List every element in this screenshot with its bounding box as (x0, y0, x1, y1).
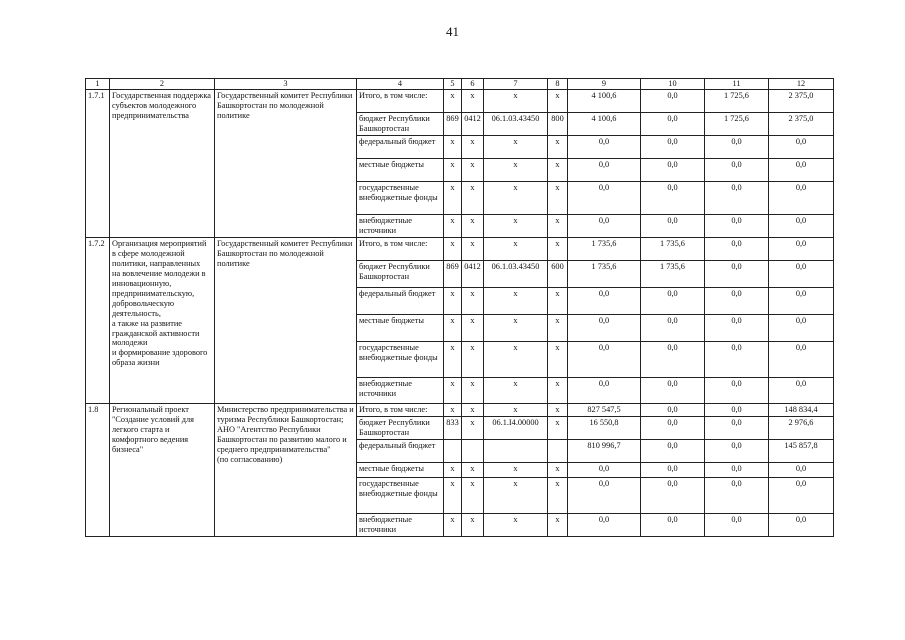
section-code: х (462, 377, 484, 403)
measure-name: Региональный проект "Создание условий для легкого старта и комфортного ведения бизнеса" (110, 403, 215, 536)
grbs-code: х (444, 477, 462, 513)
grbs-code: х (444, 181, 462, 214)
target-article-code: х (484, 477, 548, 513)
expense-type: х (548, 314, 568, 341)
year-1-amount: 1 735,6 (641, 260, 705, 287)
year-3-amount: 0,0 (769, 341, 834, 377)
year-2-amount: 0,0 (705, 158, 769, 181)
grbs-code: х (444, 89, 462, 112)
year-3-amount: 2 375,0 (769, 89, 834, 112)
column-header: 2 (110, 79, 215, 90)
target-article-code: х (484, 314, 548, 341)
section-code: х (462, 287, 484, 314)
section-code: х (462, 513, 484, 536)
year-1-amount: 0,0 (641, 377, 705, 403)
row-id: 1.8 (86, 403, 110, 536)
total-amount: 0,0 (568, 287, 641, 314)
year-1-amount: 0,0 (641, 287, 705, 314)
funding-source: внебюджетные источники (357, 214, 444, 237)
grbs-code: х (444, 513, 462, 536)
section-code: х (462, 416, 484, 439)
year-2-amount: 0,0 (705, 260, 769, 287)
table-row (86, 237, 834, 260)
year-2-amount: 0,0 (705, 287, 769, 314)
grbs-code: х (444, 158, 462, 181)
measure-name: Государственная поддержка субъектов молодежного предпринимательства (110, 89, 215, 237)
grbs-code: х (444, 214, 462, 237)
year-3-amount: 0,0 (769, 135, 834, 158)
year-1-amount: 0,0 (641, 158, 705, 181)
grbs-code: х (444, 135, 462, 158)
target-article-code: х (484, 513, 548, 536)
total-amount: 4 100,6 (568, 112, 641, 135)
target-article-code: х (484, 135, 548, 158)
year-1-amount: 0,0 (641, 112, 705, 135)
table-row (86, 89, 834, 112)
year-1-amount: 0,0 (641, 214, 705, 237)
executor: Государственный комитет Республики Башкортостан по молодежной политике (215, 237, 357, 403)
total-amount: 1 735,6 (568, 260, 641, 287)
section-code: х (462, 89, 484, 112)
row-id: 1.7.2 (86, 237, 110, 403)
grbs-code: х (444, 314, 462, 341)
section-code: х (462, 158, 484, 181)
year-1-amount: 0,0 (641, 462, 705, 477)
section-code: х (462, 403, 484, 416)
total-amount: 827 547,5 (568, 403, 641, 416)
funding-source: Итого, в том числе: (357, 89, 444, 112)
funding-source: бюджет Республики Башкортостан (357, 260, 444, 287)
measure-name: Организация мероприятий в сфере молодежной политики, направленных на вовлечение молодежи в инновационную, предпринимательскую, добровольческую деятельность, а также на развитие гражданской активности молодежи и формирование здорового образа жизни (110, 237, 215, 403)
table-row (86, 403, 834, 416)
year-2-amount: 0,0 (705, 214, 769, 237)
funding-source: бюджет Республики Башкортостан (357, 112, 444, 135)
target-article-code: 06.1.I4.00000 (484, 416, 548, 439)
executor: Государственный комитет Республики Башкортостан по молодежной политике (215, 89, 357, 237)
year-3-amount: 0,0 (769, 260, 834, 287)
funding-source: государственные внебюджетные фонды (357, 477, 444, 513)
funding-source: федеральный бюджет (357, 135, 444, 158)
grbs-code: х (444, 462, 462, 477)
section-code: х (462, 462, 484, 477)
funding-source: местные бюджеты (357, 462, 444, 477)
funding-source: внебюджетные источники (357, 513, 444, 536)
section-code: х (462, 477, 484, 513)
year-3-amount: 0,0 (769, 513, 834, 536)
target-article-code: х (484, 89, 548, 112)
expense-type (548, 439, 568, 462)
target-article-code: х (484, 377, 548, 403)
year-3-amount: 148 834,4 (769, 403, 834, 416)
total-amount: 810 996,7 (568, 439, 641, 462)
total-amount: 0,0 (568, 341, 641, 377)
budget-table (85, 78, 834, 537)
column-header: 5 (444, 79, 462, 90)
total-amount: 0,0 (568, 377, 641, 403)
target-article-code: х (484, 181, 548, 214)
target-article-code (484, 439, 548, 462)
grbs-code: х (444, 287, 462, 314)
total-amount: 16 550,8 (568, 416, 641, 439)
column-header: 10 (641, 79, 705, 90)
expense-type: х (548, 237, 568, 260)
year-2-amount: 0,0 (705, 513, 769, 536)
expense-type: х (548, 214, 568, 237)
year-1-amount: 0,0 (641, 477, 705, 513)
year-3-amount: 0,0 (769, 477, 834, 513)
target-article-code: х (484, 287, 548, 314)
expense-type: х (548, 477, 568, 513)
year-3-amount: 2 375,0 (769, 112, 834, 135)
year-3-amount: 0,0 (769, 181, 834, 214)
year-3-amount: 0,0 (769, 314, 834, 341)
target-article-code: х (484, 341, 548, 377)
total-amount: 0,0 (568, 513, 641, 536)
section-code: х (462, 237, 484, 260)
expense-type: 800 (548, 112, 568, 135)
expense-type: х (548, 403, 568, 416)
funding-source: федеральный бюджет (357, 287, 444, 314)
year-2-amount: 0,0 (705, 237, 769, 260)
expense-type: х (548, 513, 568, 536)
row-id: 1.7.1 (86, 89, 110, 237)
header-row (86, 79, 834, 90)
expense-type: 600 (548, 260, 568, 287)
expense-type: х (548, 135, 568, 158)
grbs-code: х (444, 403, 462, 416)
year-1-amount: 0,0 (641, 416, 705, 439)
expense-type: х (548, 89, 568, 112)
section-code: х (462, 341, 484, 377)
grbs-code: х (444, 341, 462, 377)
year-3-amount: 0,0 (769, 214, 834, 237)
year-2-amount: 0,0 (705, 341, 769, 377)
expense-type: х (548, 462, 568, 477)
year-3-amount: 145 857,8 (769, 439, 834, 462)
funding-source: внебюджетные источники (357, 377, 444, 403)
total-amount: 0,0 (568, 158, 641, 181)
section-code: х (462, 314, 484, 341)
year-3-amount: 0,0 (769, 158, 834, 181)
total-amount: 0,0 (568, 477, 641, 513)
expense-type: х (548, 287, 568, 314)
target-article-code: х (484, 403, 548, 416)
column-header: 3 (215, 79, 357, 90)
expense-type: х (548, 377, 568, 403)
section-code: 0412 (462, 112, 484, 135)
grbs-code: 869 (444, 260, 462, 287)
section-code: 0412 (462, 260, 484, 287)
total-amount: 0,0 (568, 135, 641, 158)
year-1-amount: 0,0 (641, 135, 705, 158)
total-amount: 4 100,6 (568, 89, 641, 112)
target-article-code: 06.1.03.43450 (484, 260, 548, 287)
target-article-code: х (484, 462, 548, 477)
year-3-amount: 0,0 (769, 462, 834, 477)
expense-type: х (548, 181, 568, 214)
grbs-code: х (444, 377, 462, 403)
column-header: 1 (86, 79, 110, 90)
column-header: 7 (484, 79, 548, 90)
column-header: 8 (548, 79, 568, 90)
funding-source: государственные внебюджетные фонды (357, 341, 444, 377)
year-2-amount: 0,0 (705, 181, 769, 214)
target-article-code: х (484, 237, 548, 260)
year-2-amount: 0,0 (705, 314, 769, 341)
year-1-amount: 0,0 (641, 314, 705, 341)
section-code: х (462, 214, 484, 237)
year-3-amount: 0,0 (769, 237, 834, 260)
year-2-amount: 1 725,6 (705, 112, 769, 135)
year-2-amount: 0,0 (705, 462, 769, 477)
grbs-code: 833 (444, 416, 462, 439)
expense-type: х (548, 416, 568, 439)
total-amount: 0,0 (568, 314, 641, 341)
total-amount: 0,0 (568, 214, 641, 237)
column-header: 4 (357, 79, 444, 90)
year-2-amount: 0,0 (705, 135, 769, 158)
total-amount: 0,0 (568, 462, 641, 477)
funding-source: федеральный бюджет (357, 439, 444, 462)
section-code (462, 439, 484, 462)
year-3-amount: 0,0 (769, 287, 834, 314)
year-2-amount: 0,0 (705, 477, 769, 513)
year-3-amount: 2 976,6 (769, 416, 834, 439)
target-article-code: х (484, 158, 548, 181)
column-header: 11 (705, 79, 769, 90)
grbs-code (444, 439, 462, 462)
total-amount: 0,0 (568, 181, 641, 214)
column-header: 12 (769, 79, 834, 90)
column-header: 6 (462, 79, 484, 90)
year-1-amount: 1 735,6 (641, 237, 705, 260)
funding-source: Итого, в том числе: (357, 403, 444, 416)
year-1-amount: 0,0 (641, 403, 705, 416)
section-code: х (462, 135, 484, 158)
year-1-amount: 0,0 (641, 181, 705, 214)
grbs-code: 869 (444, 112, 462, 135)
section-code: х (462, 181, 484, 214)
funding-source: бюджет Республики Башкортостан (357, 416, 444, 439)
year-2-amount: 0,0 (705, 377, 769, 403)
target-article-code: 06.1.03.43450 (484, 112, 548, 135)
funding-source: государственные внебюджетные фонды (357, 181, 444, 214)
expense-type: х (548, 341, 568, 377)
year-1-amount: 0,0 (641, 513, 705, 536)
year-2-amount: 1 725,6 (705, 89, 769, 112)
column-header: 9 (568, 79, 641, 90)
funding-source: местные бюджеты (357, 314, 444, 341)
year-2-amount: 0,0 (705, 403, 769, 416)
grbs-code: х (444, 237, 462, 260)
funding-source: Итого, в том числе: (357, 237, 444, 260)
year-1-amount: 0,0 (641, 89, 705, 112)
year-1-amount: 0,0 (641, 439, 705, 462)
year-1-amount: 0,0 (641, 341, 705, 377)
year-2-amount: 0,0 (705, 416, 769, 439)
total-amount: 1 735,6 (568, 237, 641, 260)
page-number: 41 (446, 24, 459, 39)
expense-type: х (548, 158, 568, 181)
year-3-amount: 0,0 (769, 377, 834, 403)
target-article-code: х (484, 214, 548, 237)
year-2-amount: 0,0 (705, 439, 769, 462)
funding-source: местные бюджеты (357, 158, 444, 181)
executor: Министерство предпринимательства и туризма Республики Башкортостан; АНО "Агентство Республики Башкортостан по развитию малого и среднего предпринимательства" (по согласованию) (215, 403, 357, 536)
